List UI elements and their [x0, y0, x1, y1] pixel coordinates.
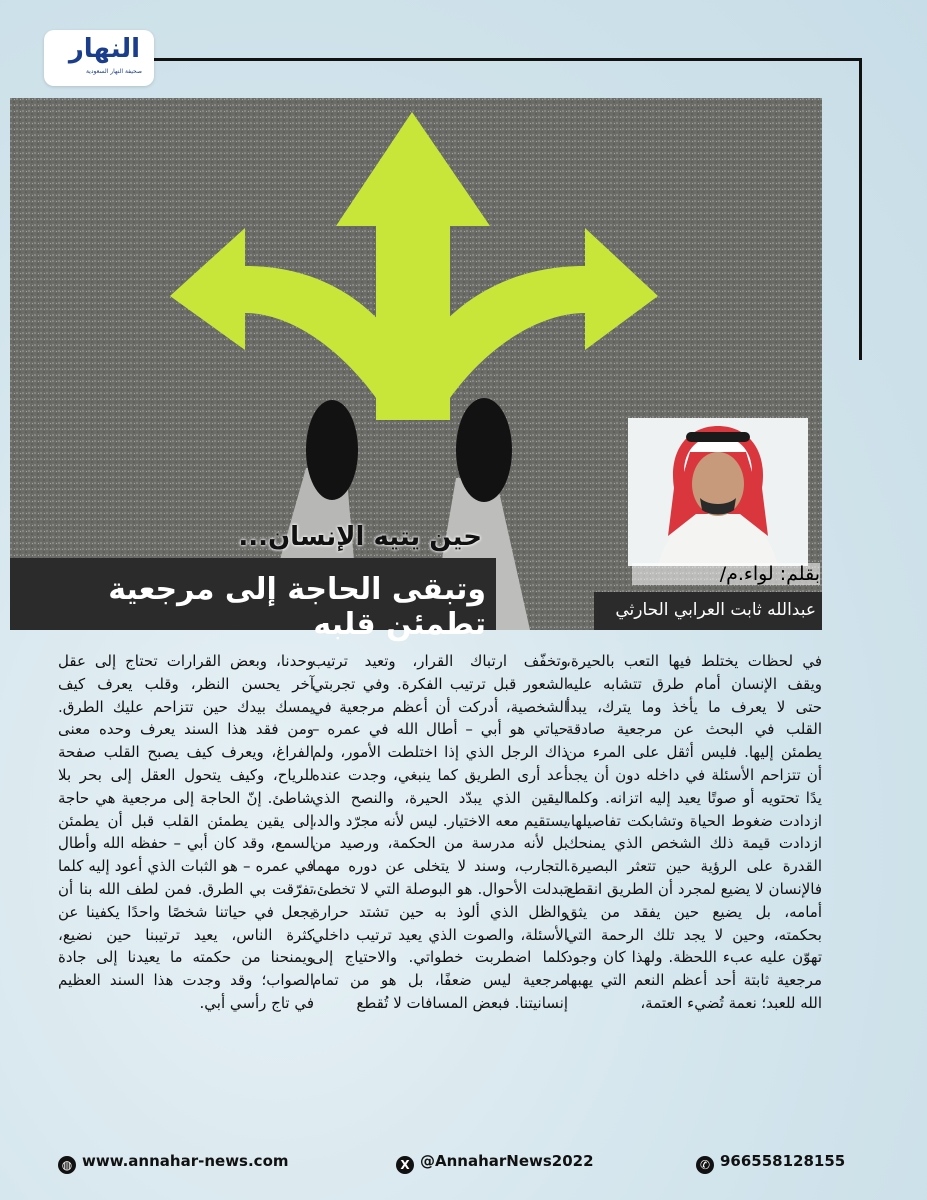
author-name: عبدالله ثابت العرابي الحارثي — [615, 600, 816, 620]
globe-icon: ◍ — [58, 1156, 76, 1174]
article-column-3 — [58, 650, 314, 1015]
frame-line-right — [859, 58, 862, 360]
byline-label: بقلم: لواء.م/ — [632, 563, 820, 585]
footer-website-link[interactable] — [58, 1152, 289, 1174]
article-column-2 — [312, 650, 568, 1015]
logo-subtitle: صحيفة النهار السعودية — [85, 68, 142, 75]
article-paragraph: وحدنا، وبعض القرارات تحتاج إلى عقل آخر يحسن النظر، وقلب يعرف كيف يمسك بيدك حين تتزاحم عليك الطرق. ومن فقد هذا السند يعرف وحده معنى الفراغ، ويعرف كيف يصبح القلب صفحة للرياح، وكيف يتحول العقل إلى بحر بلا شاطئ. إنّ الحاجة إلى مرجعية هي حاجة إلى يقين يطمئن القلب قبل أن يطمئن السمع، وقد كان أبي – حفظه الله وأطال في عمره – هو الثبات الذي أعود إليه كلما تفرّقت بي الطرق. فمن لطف الله بنا أن يجعل في حياتنا شخصًا واحدًا يكفينا عن كثرة الناس، يعيد ترتيبنا حين نضيع، ويمنحنا من حكمته ما يعيدنا إلى جادة الصواب؛ وقد وجدت هذا السند العظيم في تاج رأسي أبي. — [58, 652, 314, 1012]
headline-kicker: حين يتيه الإنسان... — [238, 522, 482, 552]
footer — [0, 1146, 927, 1180]
author-photo — [628, 418, 808, 566]
article-paragraph: وتخفّف ارتباك القرار، وتعيد ترتيب الشعور قبل ترتيب الفكرة. وفي تجربتي الشخصية، أدركت أن أعظم مرجعية في حياتي هو أبي – أطال الله في عمره – ذاك الرجل الذي إذا اختلطت الأمور، ولم أعد أرى الطريق كما ينبغي، وجدت عنده اليقين الذي يبدّد الحيرة، والنصح الذي يستقيم معه الاختيار. ليس لأنه مجرّد والد، بل لأنه مدرسة من الحكمة، ورصيد من التجارب، وسند لا يتخلى عن دوره مهما تبدلت الأحوال. هو البوصلة التي لا تخطئ، والظل الذي ألوذ به حين تشتد حرارة الأسئلة، والصوت الذي يعيد ترتيب داخلي كلما اضطربت خطواتي. والاحتياج إلى مرجعية ليس ضعفًا، بل هو من تمام إنسانيتنا. فبعض المسافات لا تُقطع — [312, 652, 568, 1012]
brand-logo[interactable] — [44, 30, 154, 86]
website-text: www.annahar-news.com — [82, 1152, 289, 1170]
article-paragraph: في لحظات يختلط فيها التعب بالحيرة، ويقف الإنسان أمام طرق تتشابه عليه حتى لا يعرف ما يأخذ وما يترك، يبدأ القلب في البحث عن مرجعية صادقة يطمئن إليها. فليس أثقل على المرء من أن تتزاحم الأسئلة في داخله دون أن يجد يدًا تحتويه أو صوتًا يعيد إليه اتزانه. وكلما ازدادت ضغوط الحياة وتشابكت تفاصيلها، ازدادت قيمة ذلك الشخص الذي يمنحك القدرة على الرؤية حين تتعثر البصيرة. فالإنسان لا يضيع لمجرد أن الطريق انقطع أمامه، بل يضيع حين يفقد من يثق بحكمته، وحين لا يجد تلك الرحمة التي تهوّن عليه عبء اللحظة. ولهذا كان وجود مرجعية ثابتة أحد أعظم النعم التي يهبها الله للعبد؛ نعمة تُضيء العتمة، — [566, 652, 822, 1012]
footer-whatsapp-link[interactable] — [696, 1152, 845, 1174]
logo-word: النهار — [68, 34, 140, 64]
x-logo-icon: X — [396, 1156, 414, 1174]
right-shoe — [456, 398, 512, 502]
article-column-1 — [566, 650, 822, 1015]
whatsapp-number-text: 966558128155 — [720, 1152, 846, 1170]
footer-x-link[interactable] — [396, 1152, 594, 1174]
headline-title: وتبقى الحاجة إلى مرجعية تطمئن قلبه — [108, 572, 486, 642]
frame-line-top — [110, 58, 862, 61]
x-handle-text: @AnnaharNews2022 — [420, 1152, 594, 1170]
author-portrait-illustration — [628, 418, 808, 566]
whatsapp-icon: ✆ — [696, 1156, 714, 1174]
left-shoe — [306, 400, 358, 500]
